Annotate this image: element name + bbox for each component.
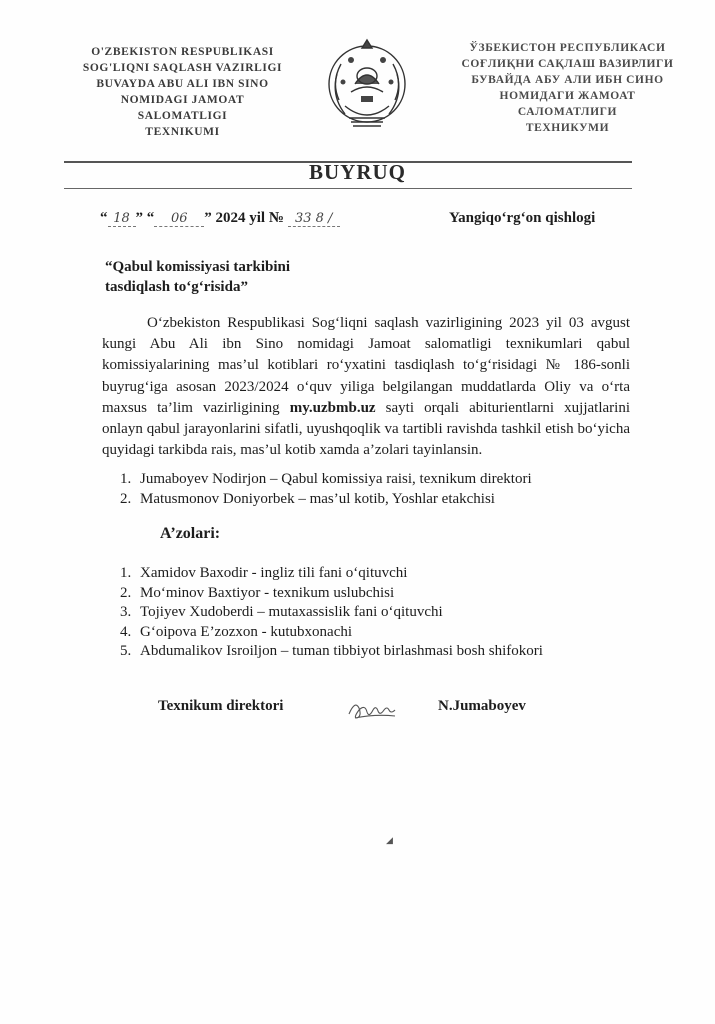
list-item: 3. Tojiyev Xudoberdi – mutaxassislik fani o‘qituvchi — [120, 604, 443, 620]
header-right-cyrillic — [440, 40, 695, 136]
header-left-line: O'ZBEKISTON RESPUBLIKASI — [91, 46, 274, 58]
header-left-line: BUVAYDA ABU ALI IBN SINO — [96, 78, 269, 90]
header-left-latin — [55, 44, 310, 140]
place-name: Yangiqo‘rg‘on qishlogi — [449, 210, 596, 226]
header-right-line: САЛОМАТЛИГИ — [517, 106, 618, 118]
header-left-line: SOG'LIQNI SAQLASH VAZIRLIGI — [82, 62, 283, 74]
members-list — [120, 564, 543, 662]
header-right-line: ТЕХНИКУМИ — [525, 122, 610, 134]
date-day: 18 — [108, 211, 136, 227]
list-item: 5. Abdumalikov Isroiljon – tuman tibbiyot birlashmasi bosh shifokori — [120, 643, 543, 659]
body-paragraph — [102, 313, 630, 461]
list-item: 1. Jumaboyev Nodirjon – Qabul komissiya raisi, texnikum direktori — [120, 471, 532, 487]
signatory-title: Texnikum direktori — [158, 698, 284, 714]
date-month: 06 — [154, 211, 204, 227]
list-item: 2. Matusmonov Doniyorbek – mas’ul kotib, Yoshlar etakchisi — [120, 490, 495, 507]
header-left-line: SALOMATLIGI — [137, 110, 228, 122]
header-divider-bottom — [64, 188, 632, 189]
subject-line: tasdiqlash to‘g‘risida” — [105, 279, 248, 295]
subject-line: “Qabul komissiyasi tarkibini — [105, 259, 291, 275]
website-link: my.uzbmb.uz — [289, 399, 376, 416]
body-text-2: sayti orqali abiturientlarni xujjatlarini onlayn qabul jarayonlarini sifatli, uyushqoqlik va tartibli ravishda tashkil etish bo‘yicha quyidagi tarkibda rais, mas’ul kotib xamda a’zolari tayinlansin. — [102, 399, 630, 459]
order-number: 33 8 / — [288, 211, 340, 227]
members-heading: A’zolari: — [160, 525, 221, 542]
leaders-list — [120, 470, 532, 509]
list-item: 2. Mo‘minov Baxtiyor - texnikum uslubchisi — [120, 584, 395, 601]
body-text-1: O‘zbekiston Respublikasi Sog‘liqni saqlash vazirligining 2023 yil 03 avgust kungi Abu Ali ibn Sino nomidagi Jamoat salomatligi texnikumlari qabul komissiyalarining mas’ul kotiblari ro‘yxatini tasdiqlash to‘g‘risidagi № 186-sonli buyrug‘iga asosan 2023/2024 o‘quv yiliga belgilangan muddatlarda Oliy va o‘rta maxsus ta’lim vazirligining — [102, 315, 630, 416]
list-item: 4. G‘oipova E’zozxon - kutubxonachi — [120, 623, 353, 640]
date-number-line: “ 18 ” “ 06 ” 2024 yil № 33 8 / — [100, 210, 340, 227]
order-subject — [105, 257, 290, 297]
signatory-name: N.Jumaboyev — [438, 698, 526, 714]
list-item: 1. Xamidov Baxodir - ingliz tili fani o‘qituvchi — [120, 565, 408, 581]
date-year: 2024 yil — [215, 210, 266, 226]
order-body — [102, 313, 630, 461]
header-left-line: TEXNIKUMI — [145, 126, 220, 138]
header-right-line: НОМИДАГИ ЖАМОАТ — [499, 90, 636, 102]
state-emblem-icon — [321, 34, 413, 136]
handwritten-signature-icon — [345, 694, 405, 724]
number-label: № — [268, 210, 284, 226]
header-right-line: БУВАЙДА АБУ АЛИ ИБН СИНО — [471, 74, 664, 86]
header-left-line: NOMIDAGI JAMOAT — [120, 94, 245, 106]
scan-speck: ◢ — [386, 835, 393, 845]
header-right-line: СОҒЛИҚНИ САҚЛАШ ВАЗИРЛИГИ — [461, 58, 674, 70]
header-right-line: ЎЗБЕКИСТОН РЕСПУБЛИКАСИ — [469, 42, 666, 54]
document-title: BUYRUQ — [308, 160, 406, 184]
